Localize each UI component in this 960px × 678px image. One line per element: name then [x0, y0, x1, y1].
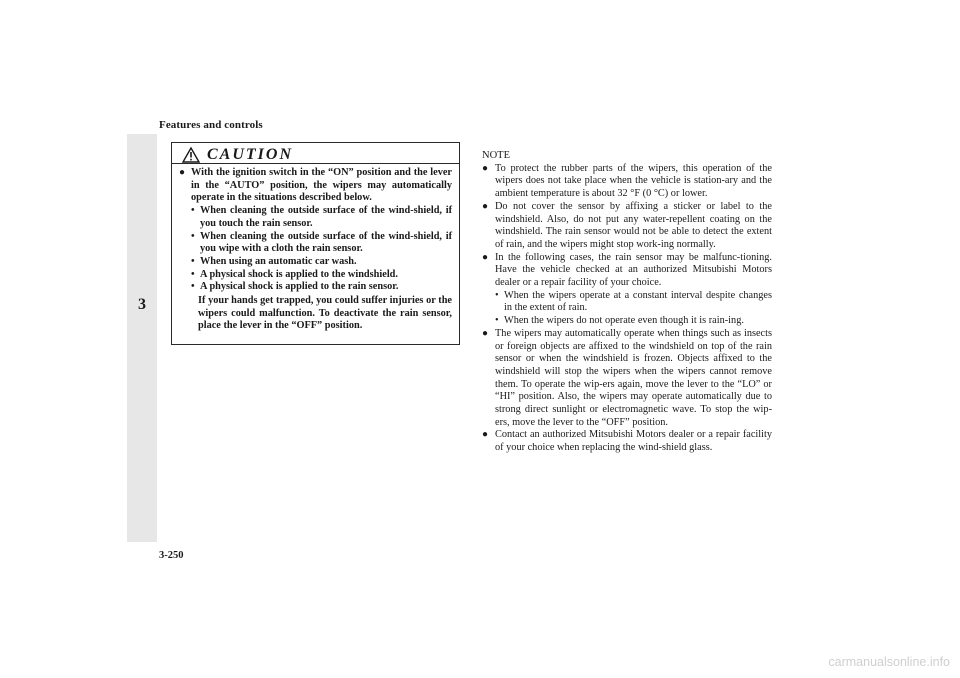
watermark: carmanualsonline.info — [828, 655, 950, 669]
caution-condition: • When using an automatic car wash. — [191, 255, 357, 267]
bullet-icon: ● — [482, 327, 489, 339]
note-item: ● Do not cover the sensor by affixing a sticker or label to the windshield. Also, do not put any water-repellent coating on the windshield. The rain sensor would not be able to detect the extent of rain, and the wipers might stop work-ing normally. — [482, 200, 772, 250]
running-head: Features and controls — [159, 119, 263, 131]
note-item: ● To protect the rubber parts of the wipers, this operation of the wipers does not take place when the vehicle is station-ary and the ambient temperature is about 32 °F (0 °C) or lower. — [482, 162, 772, 200]
warning-triangle-icon — [182, 147, 200, 163]
caution-divider — [172, 163, 459, 164]
bullet-icon: ● — [482, 251, 489, 263]
caution-body — [179, 167, 452, 333]
note-section — [482, 150, 772, 455]
note-sub-item: • When the wipers do not operate even though it is rain-ing. — [495, 315, 744, 327]
caution-footer: If your hands get trapped, you could suffer injuries or the wipers could malfunction. To deactivate the rain sensor, place the lever in the “OFF” position. — [198, 295, 452, 332]
note-title: NOTE — [482, 150, 510, 161]
bullet-icon: ● — [482, 200, 489, 212]
chapter-tab-number: 3 — [138, 296, 146, 313]
chapter-tab — [127, 134, 157, 542]
caution-condition: • When cleaning the outside surface of the wind-shield, if you touch the rain sensor. — [191, 205, 452, 229]
caution-box — [171, 142, 460, 345]
caution-title: CAUTION — [207, 146, 294, 163]
page-number: 3-250 — [159, 550, 184, 561]
bullet-icon: ● — [482, 162, 489, 174]
note-item: ● The wipers may automatically operate when things such as insects or foreign objects are affixed to the windshield on top of the rain sensor or when the windshield is frozen. Objects affixed to the windshield will stop the wipers when the wipers cannot remove them. To operate the wip-ers again, move the lever to the “LO” or “HI” position. Also, the wipers may operate automatically due to strong direct sunlight or electromagnetic wave. To stop the wip-ers, move the lever to the “OFF” position. — [482, 327, 772, 428]
caution-header — [182, 147, 293, 163]
caution-condition: • A physical shock is applied to the windshield. — [191, 268, 398, 280]
bullet-icon: ● — [179, 167, 186, 178]
caution-bullet-text: With the ignition switch in the “ON” position and the lever in the “AUTO” position, the wipers may automatically operate in the situations described below. — [191, 167, 452, 204]
note-item: ● In the following cases, the rain sensor may be malfunc-tioning. Have the vehicle checked at an authorized Mitsubishi Motors dealer or a repair facility of your choice. • When the wipers operate at a constant interval despite changes in the extent of rain. • When the wipers do not operate even though it is rain-ing. — [482, 251, 772, 327]
bullet-icon: ● — [482, 429, 489, 441]
caution-bullet — [179, 167, 452, 294]
caution-condition: • When cleaning the outside surface of the wind-shield, if you wipe with a cloth the rain sensor. — [191, 230, 452, 255]
caution-condition: • A physical shock is applied to the rain sensor. — [191, 281, 399, 293]
note-sub-item: • When the wipers operate at a constant interval despite changes in the extent of rain. — [495, 289, 772, 314]
note-item: ● Contact an authorized Mitsubishi Motors dealer or a repair facility of your choice when replacing the wind-shield glass. — [482, 429, 772, 454]
